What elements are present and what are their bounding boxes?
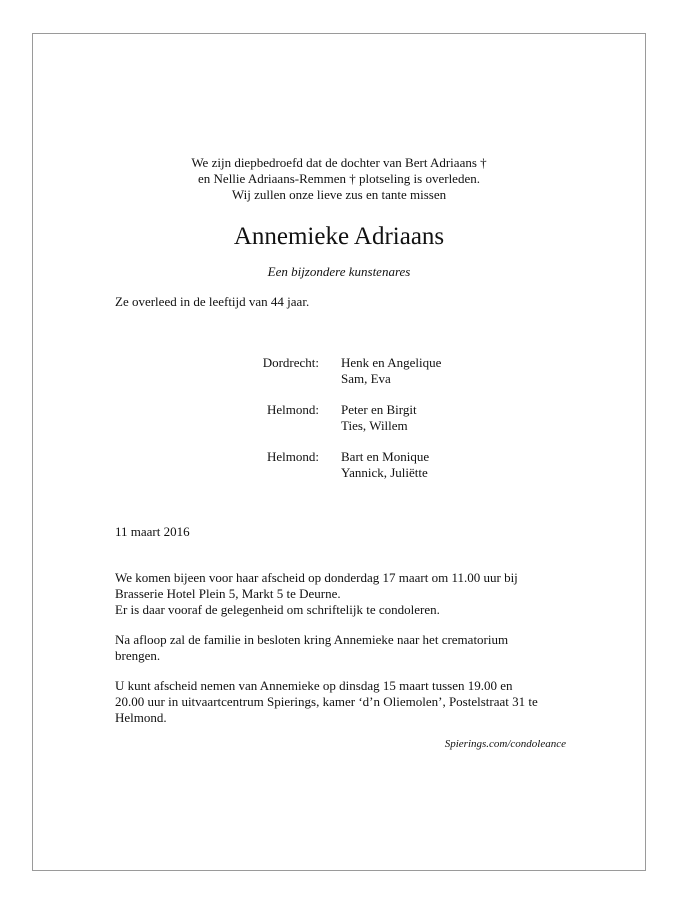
paragraph-line: Brasserie Hotel Plein 5, Markt 5 te Deurne. [115,586,341,601]
family-name-line: Ties, Willem [341,418,408,433]
death-notice-card [32,33,646,871]
family-name-line: Peter en Birgit [341,402,417,417]
condoleance-link: Spierings.com/condoleance [444,738,566,750]
intro-line: en Nellie Adriaans-Remmen † plotseling is overleden. [198,171,480,186]
family-place: Dordrecht: [262,355,319,370]
family-name-line: Henk en Angelique [341,355,442,370]
intro-line: Wij zullen onze lieve zus en tante missen [231,187,447,202]
family-names [341,355,441,387]
paragraph-line: Er is daar vooraf de gelegenheid om schriftelijk te condoleren. [115,602,440,617]
age-statement: Ze overleed in de leeftijd van 44 jaar. [115,294,310,309]
paragraph-line: U kunt afscheid nemen van Annemieke op dinsdag 15 maart tussen 19.00 en [115,678,513,693]
deceased-name: Annemieke Adriaans [233,223,445,250]
ceremony-paragraph [115,570,567,618]
subtitle: Een bijzondere kunstenares [267,264,411,279]
family-list [33,355,645,496]
ceremony-paragraph [115,678,567,726]
family-names [341,402,417,434]
notice-date: 11 maart 2016 [115,524,190,539]
family-place: Helmond: [267,449,319,464]
paragraph-line: 20.00 uur in uitvaartcentrum Spierings, kamer ‘d’n Oliemolen’, Postelstraat 31 te [115,694,538,709]
paragraph-line: We komen bijeen voor haar afscheid op donderdag 17 maart om 11.00 uur bij [115,570,518,585]
family-name-line: Bart en Monique [341,449,430,464]
paragraph-line: Na afloop zal de familie in besloten kring Annemieke naar het crematorium [115,632,509,647]
family-group [33,449,645,496]
family-place: Helmond: [267,402,319,417]
intro-text [33,155,645,203]
paragraph-line: Helmond. [115,710,167,725]
ceremony-details [115,570,567,740]
family-group [33,355,645,402]
family-name-line: Yannick, Juliëtte [341,465,428,480]
ceremony-paragraph [115,632,567,664]
family-group [33,402,645,449]
family-name-line: Sam, Eva [341,371,391,386]
intro-line: We zijn diepbedroefd dat de dochter van Bert Adriaans † [191,155,487,170]
paragraph-line: brengen. [115,648,161,663]
family-names [341,449,429,481]
